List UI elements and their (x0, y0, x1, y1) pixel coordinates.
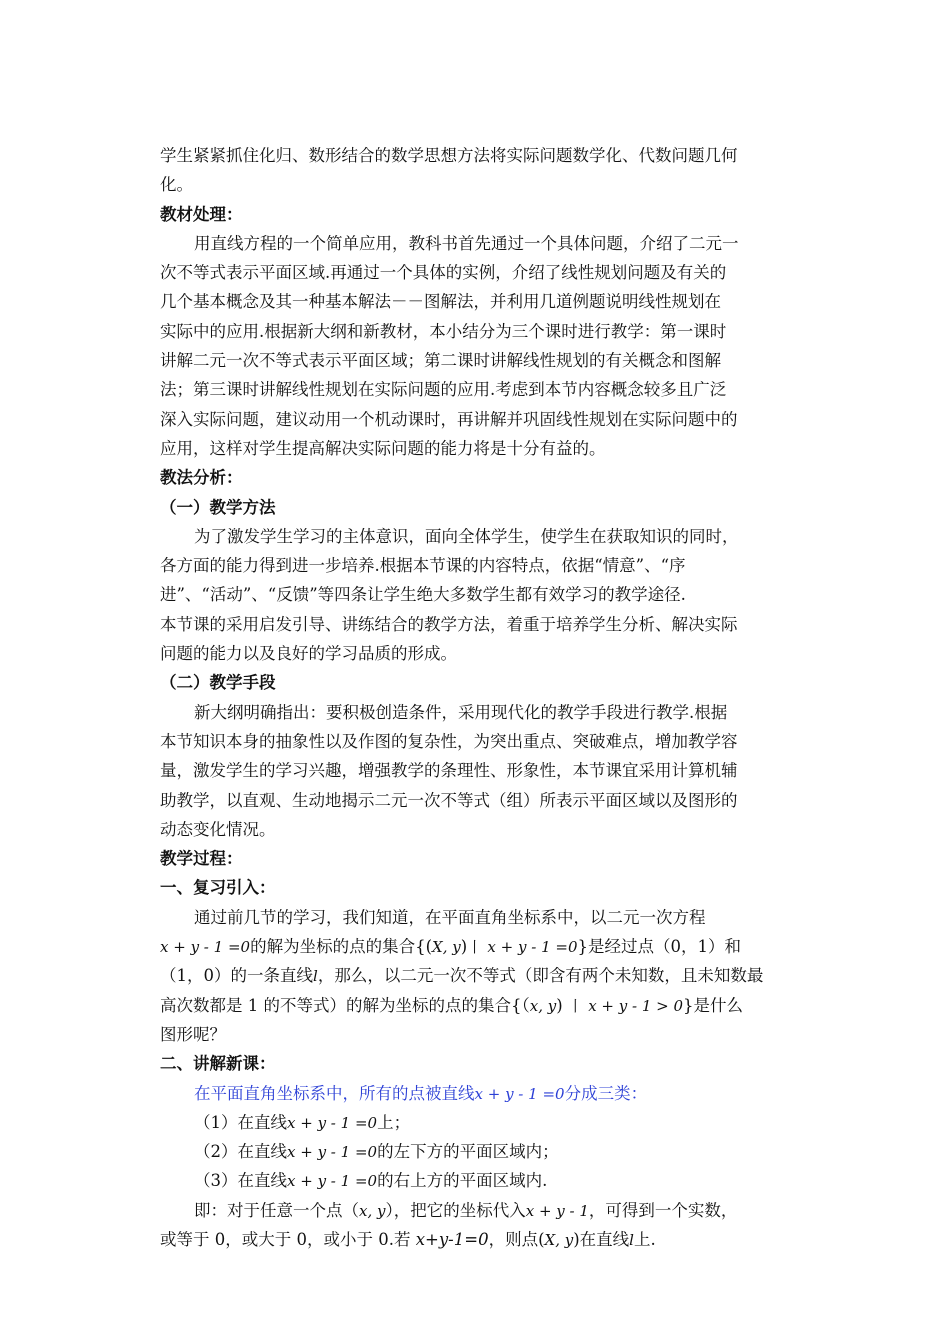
list-item: （1）在直线x + y - 1 =0上； (194, 1112, 411, 1132)
section-heading-material: 教材处理： (160, 204, 243, 224)
document-page (160, 141, 792, 1254)
text-line: 各方面的能力得到进一步培养.根据本节课的内容特点，依据“情意”、“序 (160, 556, 686, 576)
text-line: 图形呢？ (160, 1024, 226, 1044)
text-line-highlight: 在平面直角坐标系中，所有的点被直线x + y - 1 =0分成三类： (194, 1083, 648, 1103)
text-line: 应用，这样对学生提高解决实际问题的能力将是十分有益的。 (160, 438, 606, 458)
text-line: 本节课的采用启发引导、讲练结合的教学方法，着重于培养学生分析、解决实际 (160, 614, 738, 634)
subheading-review: 一、复习引入： (160, 878, 276, 898)
text-line: 实际中的应用.根据新大纲和新教材，本小结分为三个课时进行教学：第一课时 (160, 321, 727, 341)
math-equation: x + y - 1 =0 (160, 938, 251, 957)
text-line: 动态变化情况。 (160, 819, 276, 839)
text-line: 学生紧紧抓住化归、数形结合的数学思想方法将实际问题数学化、代数问题几何 (160, 146, 738, 165)
text-line: 法；第三课时讲解线性规划在实际问题的应用.考虑到本节内容概念较多且广泛 (160, 380, 727, 400)
subheading-teaching-means: （二）教学手段 (160, 673, 276, 693)
math-variable: l (629, 1230, 634, 1249)
subheading-new-lesson: 二、讲解新课： (160, 1054, 276, 1074)
math-point: X, y (544, 1230, 574, 1249)
text-line: 问题的能力以及良好的学习品质的形成。 (160, 644, 457, 664)
text-line: 为了激发学生学习的主体意识，面向全体学生，使学生在获取知识的同时， (194, 526, 739, 546)
math-expression: x + y - 1 (525, 1201, 589, 1220)
text-line: 讲解二元一次不等式表示平面区域；第二课时讲解线性规划的有关概念和图解 (160, 351, 721, 371)
math-equation: x + y - 1 =0 (287, 1113, 378, 1132)
text-line: 几个基本概念及其一种基本解法－－图解法，并利用几道例题说明线性规划在 (160, 292, 721, 312)
text-line-with-math: （1，0）的一条直线l，那么，以二元一次不等式（即含有两个未知数，且未知数最 (160, 966, 764, 986)
list-item: （2）在直线x + y - 1 =0的左下方的平面区域内； (194, 1142, 559, 1162)
math-equation: x + y - 1 =0 (287, 1143, 378, 1162)
text-line: 本节知识本身的抽象性以及作图的复杂性，为突出重点、突破难点，增加教学容 (160, 731, 738, 751)
list-item: （3）在直线x + y - 1 =0的右上方的平面区域内. (194, 1171, 548, 1191)
text-line-with-math: 高次数都是 1 的不等式）的解为坐标的点的集合{（x, y) 丨 x + y - 1 > 0}是什么 (160, 995, 744, 1015)
text-line: 次不等式表示平面区域.再通过一个具体的实例，介绍了线性规划问题及有关的 (160, 263, 727, 283)
text-line: 化。 (160, 175, 193, 195)
text-line-with-math: 或等于 0，或大于 0，或小于 0.若 x+y-1=0，则点(X, y)在直线l上. (160, 1229, 656, 1249)
text-line: 量，激发学生的学习兴趣，增强教学的条理性、形象性，本节课宜采用计算机辅 (160, 761, 738, 781)
text-line-with-math: x + y - 1 =0的解为坐标的点的集合{(X, y)丨 x + y - 1 =0}是经过点（0，1）和 (160, 937, 741, 957)
math-equation: x + y - 1 =0 (474, 1084, 565, 1103)
text-line: 通过前几节的学习，我们知道，在平面直角坐标系中，以二元一次方程 (194, 907, 706, 927)
text-line: 深入实际问题，建议动用一个机动课时，再讲解并巩固线性规划在实际问题中的 (160, 409, 738, 429)
math-variable: l (313, 967, 318, 986)
math-equation: x + y - 1 =0 (287, 1172, 378, 1191)
text-line: 新大纲明确指出：要积极创造条件，采用现代化的教学手段进行教学.根据 (194, 702, 728, 722)
text-line: 进”、“活动”、“反馈”等四条让学生绝大多数学生都有效学习的教学途径. (160, 585, 686, 605)
subheading-teaching-method: （一）教学方法 (160, 497, 276, 517)
math-equation: x + y - 1 =0 (487, 938, 578, 957)
math-inequality: x + y - 1 > 0 (588, 996, 684, 1015)
math-point: X, y (432, 938, 461, 957)
section-heading-method: 教法分析： (160, 468, 243, 488)
text-line-with-math: 即：对于任意一个点（x, y），把它的坐标代入x + y - 1，可得到一个实数， (194, 1200, 738, 1220)
text-line: 用直线方程的一个简单应用，教科书首先通过一个具体问题，介绍了二元一 (194, 233, 739, 253)
math-point: x, y (529, 996, 557, 1015)
text-line: 助教学，以直观、生动地揭示二元一次不等式（组）所表示平面区域以及图形的 (160, 790, 738, 810)
section-heading-process: 教学过程： (160, 849, 243, 869)
math-point: x, y (359, 1201, 386, 1220)
inline-equation: x+y-1=0 (415, 1229, 489, 1249)
